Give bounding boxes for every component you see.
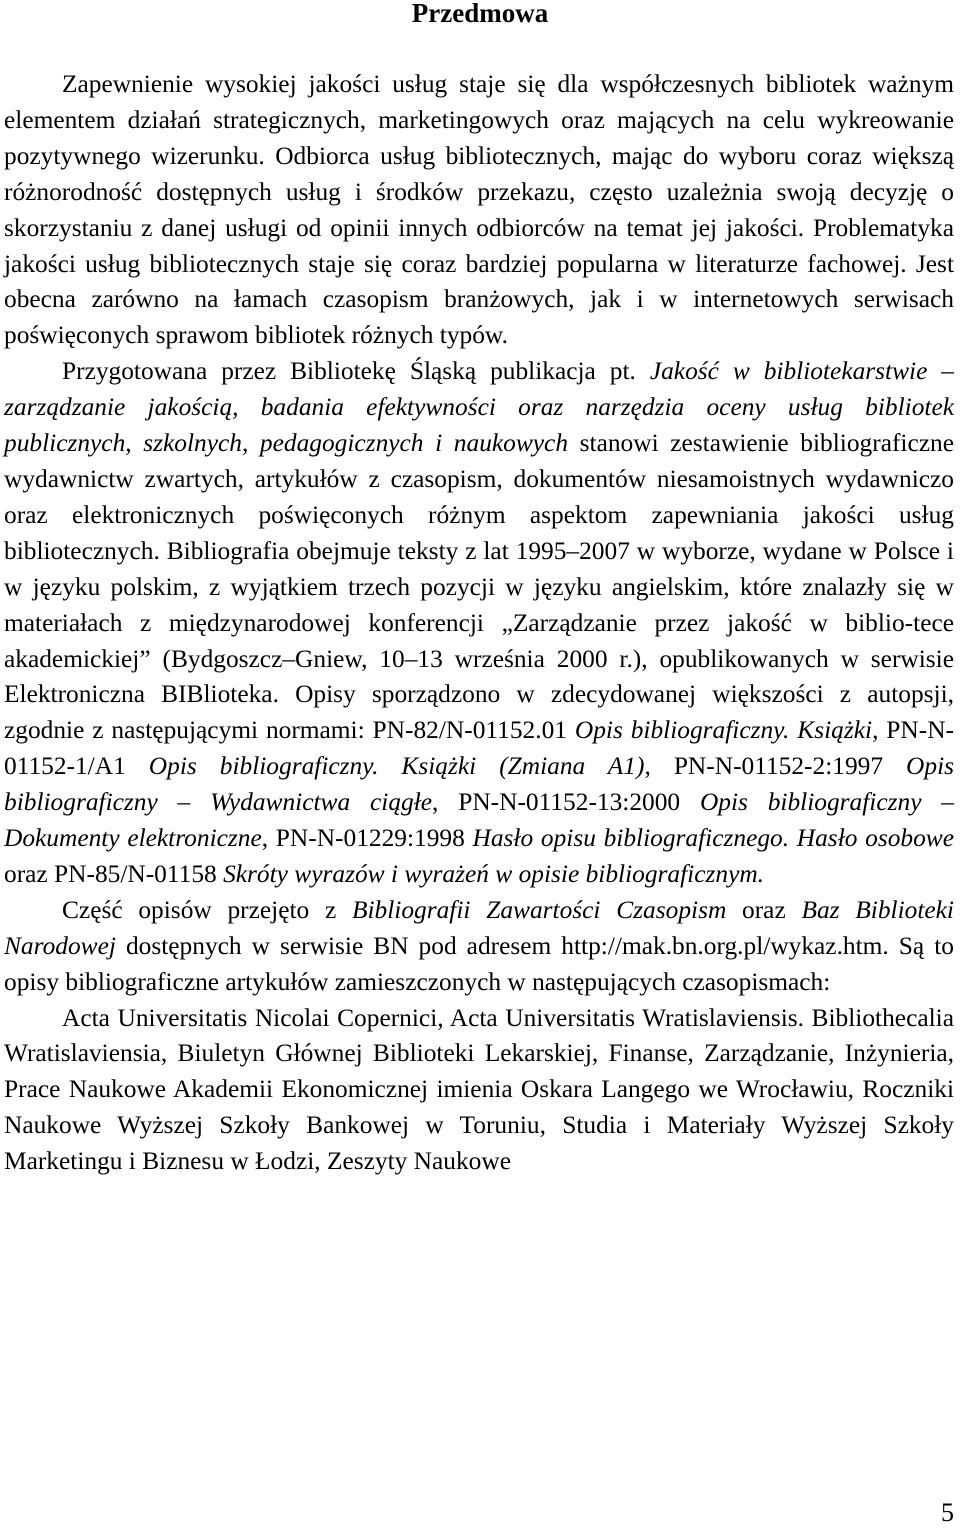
text-run: stanowi zestawienie bibliograficzne wydawnictw zwartych, artykułów z czasopism, dokumentów niesamoistnych wydawniczo oraz elektronicznych poświęconych różnym aspektom zapewniania jakości usług bibliotecznych. Bibliografia obejmuje teksty z lat 1995–2007 w wyborze, wydane w Polsce i w języku polskim, z wyjątkiem trzech pozycji w języku angielskim, które znalazły się w materiałach z międzynarodowej konferencji „Zarządzanie przez jakość w biblio-tece akademickiej” (Bydgoszcz–Gniew, 10–13 września 2000 r.), opublikowanych w serwisie Elektroniczna BIBlioteka. Opisy sporządzono w zdecydowanej większości z autopsji, zgodnie z następującymi normami: PN-82/N-01152.01: [4, 429, 954, 745]
text-run: oraz: [726, 895, 802, 924]
text-run: , PN-N-01229:1998: [261, 824, 473, 853]
text-run: Zapewnienie wysokiej jakości usług staje się dla współczesnych bibliotek ważnym elementem działań strategicznych, marketingowych oraz mających na celu wykreowanie pozytywnego wizerunku. Odbiorca usług bibliotecznych, mając do wyboru coraz większą różnorodność dostępnych usług i środków przekazu, często uzależnia swoją decyzję o skorzystaniu z danej usługi od opinii innych odbiorców na temat jej jakości. Problematyka jakości usług bibliotecznych staje się coraz bardziej popularna w literaturze fachowej. Jest obecna zarówno na łamach czasopism branżowych, jak i w internetowych serwisach poświęconych sprawom bibliotek różnych typów.: [4, 70, 954, 350]
text-run: Część opisów przejęto z: [62, 895, 352, 924]
page-number: 5: [941, 1498, 954, 1527]
paragraph: [4, 1001, 954, 1181]
italic-title-run: Bibliografii Zawartości Czasopism: [351, 895, 727, 924]
text-run: Acta Universitatis Nicolai Copernici, Acta Universitatis Wratislaviensis. Bibliothecalia Wratislaviensia, Biuletyn Głównej Biblioteki Lekarskiej, Finanse, Zarządzanie, Inżynieria, Prace Naukowe Akademii Ekonomicznej imienia Oskara Langego we Wrocławiu, Roczniki Naukowe Wyższej Szkoły Bankowej w Toruniu, Studia i Materiały Wyższej Szkoły Marketingu i Biznesu w Łodzi, Zeszyty Naukowe: [4, 1003, 954, 1176]
text-run: , PN-N-01152-1/A1: [4, 716, 954, 781]
text-run: , PN-N-01152-2:1997: [644, 752, 907, 781]
paragraph: [4, 67, 954, 354]
text-run: Przygotowana przez Bibliotekę Śląską publikacja pt.: [62, 357, 650, 386]
italic-title-run: Opis bibliograficzny – Wydawnictwa ciągłe: [4, 752, 955, 817]
italic-title-run: Opis bibliograficzny. Książki (Zmiana A1): [148, 752, 645, 781]
text-run: oraz PN-85/N-01158: [4, 859, 224, 888]
italic-title-run: Hasło opisu bibliograficznego. Hasło osobowe: [472, 824, 955, 853]
paragraph: [4, 893, 954, 1001]
italic-title-run: Baz Biblioteki Narodowej: [4, 895, 954, 960]
italic-title-run: Jakość w bibliotekarstwie – zarządzanie jakością, badania efektywności oraz narzędzia oceny usług bibliotek publicznych, szkolnych, pedagogicznych i naukowych: [4, 357, 954, 458]
text-run: , PN-N-01152-13:2000: [432, 788, 700, 817]
body-text: [4, 67, 954, 1180]
italic-title-run: Opis bibliograficzny. Książki: [574, 716, 873, 745]
page-title: Przedmowa: [411, 0, 549, 28]
italic-title-run: Skróty wyrazów i wyrażeń w opisie bibliograficznym.: [223, 859, 765, 888]
paragraph: [4, 354, 954, 893]
text-run: dostępnych w serwisie BN pod adresem http://mak.bn.org.pl/wykaz.htm. Są to opisy bibliograficzne artykułów zamieszczonych w następujących czasopismach:: [4, 931, 954, 996]
italic-title-run: Opis bibliograficzny – Dokumenty elektroniczne: [4, 788, 954, 853]
